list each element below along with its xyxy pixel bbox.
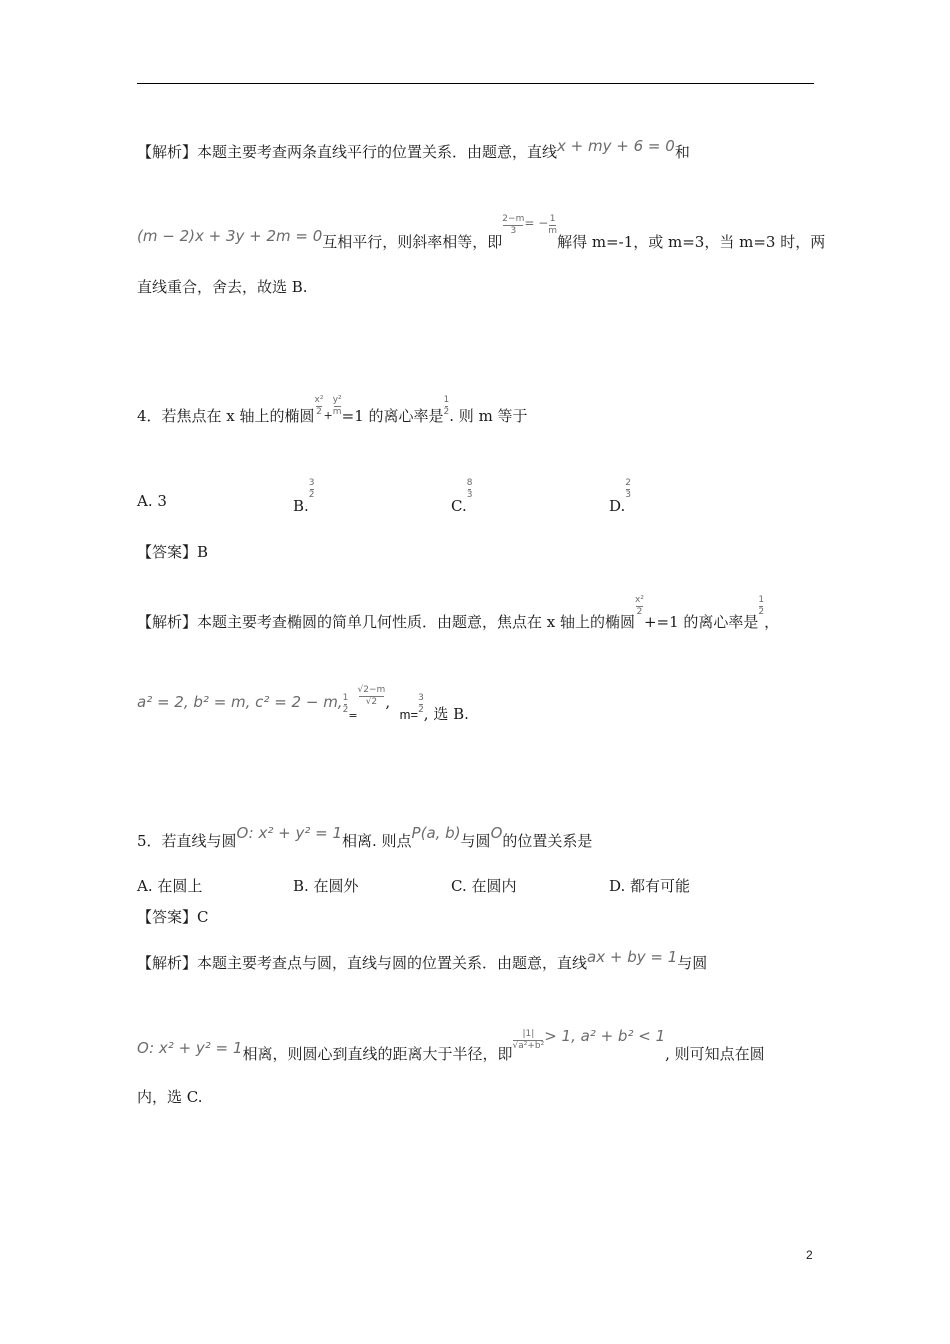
fraction: $\frac{2}{3}$ bbox=[625, 478, 631, 500]
question-text: 相离. 则点 bbox=[342, 832, 412, 850]
question-text: 5．若直线与圆 bbox=[137, 832, 237, 850]
analysis5-line1 bbox=[137, 948, 708, 973]
equation: = − bbox=[524, 216, 549, 230]
option-d: D. 都有可能 bbox=[609, 877, 691, 895]
analysis3-line2 bbox=[137, 214, 826, 253]
option-a: A. 3 bbox=[137, 492, 167, 510]
analysis-text: 内，选 C. bbox=[137, 1088, 203, 1106]
question-text: 与圆 bbox=[460, 832, 491, 850]
option-c: C. $\frac{8}{3}$ bbox=[451, 478, 473, 515]
analysis-text: 直线重合，舍去，故选 B. bbox=[137, 278, 308, 296]
option-b: B. 在圆外 bbox=[293, 877, 359, 895]
equation: O bbox=[490, 824, 503, 842]
question4-stem: 4．若焦点在 x 轴上的椭圆 $\frac{\text{x²}}{2}$ + $\frac{\text{y²}}{m}$ =1 的离心率是 $\frac{1}{2}$ . 则 m 等于 bbox=[137, 395, 528, 425]
equation: ax + by = 1 bbox=[587, 948, 678, 966]
fraction: $\frac{3}{2}$ bbox=[308, 478, 315, 500]
analysis5-line2 bbox=[137, 1027, 765, 1064]
fraction: $\frac{1}{2}$ bbox=[758, 595, 765, 617]
question-text: 4．若焦点在 x 轴上的椭圆 bbox=[137, 407, 315, 425]
equation: > 1, a² + b² < 1 bbox=[544, 1027, 666, 1045]
question5-stem bbox=[137, 824, 593, 851]
analysis-label: 【解析】 bbox=[137, 143, 198, 161]
analysis4-line2: a² = 2, b² = m, c² = 2 − m, $\frac{1}{2}$ = $\frac{√2-m}{√2}$ , m= $\frac{3}{2}$ , 选 B. bbox=[137, 685, 469, 723]
analysis-text: 本题主要考查两条直线平行的位置关系．由题意，直线 bbox=[197, 143, 558, 161]
analysis-text: 互相平行，则斜率相等，即 bbox=[322, 233, 503, 251]
fraction: $\frac{|1|}{\text{√a²+b²}}$ bbox=[512, 1029, 545, 1051]
option-d: D. $\frac{2}{3}$ bbox=[609, 478, 631, 515]
header-rule bbox=[137, 83, 814, 84]
answer5: 【答案】C bbox=[137, 908, 209, 926]
analysis-text: 【解析】本题主要考查点与圆，直线与圆的位置关系．由题意，直线 bbox=[137, 954, 588, 972]
question-text: . 则 m 等于 bbox=[449, 407, 528, 425]
equation: (m − 2)x + 3y + 2m = 0 bbox=[137, 227, 323, 245]
equation: P(a, b) bbox=[411, 824, 461, 842]
analysis3-line1 bbox=[137, 137, 690, 162]
answer4: 【答案】B bbox=[137, 543, 209, 561]
fraction: $\frac{1}{m}$ bbox=[548, 214, 558, 236]
option-a: A. 在圆上 bbox=[137, 877, 203, 895]
equation: x + my + 6 = 0 bbox=[557, 137, 675, 155]
fraction: $\frac{8}{3}$ bbox=[466, 478, 473, 500]
fraction: $\frac{\text{x²}}{2}$ bbox=[314, 395, 324, 417]
fraction: $\frac{√2-m}{√2}$ bbox=[357, 685, 386, 707]
fraction: $\frac{\text{y²}}{m}$ bbox=[332, 395, 342, 417]
analysis-text: 解得 m=-1，或 m=3，当 m=3 时，两 bbox=[557, 233, 826, 251]
question-text: =1 的离心率是 bbox=[341, 407, 444, 425]
fraction: $\frac{1}{2}$ bbox=[342, 693, 349, 715]
equation: a² = 2, b² = m, c² = 2 − m, bbox=[137, 693, 343, 711]
fraction: $\frac{3}{2}$ bbox=[418, 693, 424, 715]
fraction: $\frac{\text{x²}}{2}$ bbox=[635, 595, 644, 617]
question-text: 的位置关系是 bbox=[502, 832, 593, 850]
equation: O: x² + y² = 1 bbox=[137, 1039, 243, 1057]
analysis-text: 相离，则圆心到直线的距离大于半径，即 bbox=[242, 1045, 513, 1063]
analysis-text: 和 bbox=[674, 143, 690, 161]
analysis3-line3 bbox=[137, 277, 308, 297]
analysis4-line1: 【解析】本题主要考查椭圆的简单几何性质．由题意，焦点在 x 轴上的椭圆 $\frac{\text{x²}}{2}$ +=1 的离心率是 $\frac{1}{2}$ ， bbox=[137, 595, 780, 631]
analysis-text: , 则可知点在圆 bbox=[665, 1045, 765, 1063]
option-c: C. 在圆内 bbox=[451, 877, 517, 895]
analysis-text: +=1 的离心率是 bbox=[643, 613, 759, 631]
analysis-text: 与圆 bbox=[677, 954, 708, 972]
equation: O: x² + y² = 1 bbox=[236, 824, 342, 842]
fraction: $\frac{1}{2}$ bbox=[443, 395, 450, 417]
page-number: 2 bbox=[806, 1248, 813, 1262]
fraction: $\frac{2-m}{3}$ bbox=[502, 214, 525, 236]
analysis-text: 【解析】本题主要考查椭圆的简单几何性质．由题意，焦点在 x 轴上的椭圆 bbox=[137, 613, 635, 631]
option-b: B. $\frac{3}{2}$ bbox=[293, 478, 315, 515]
analysis5-line3 bbox=[137, 1087, 202, 1107]
